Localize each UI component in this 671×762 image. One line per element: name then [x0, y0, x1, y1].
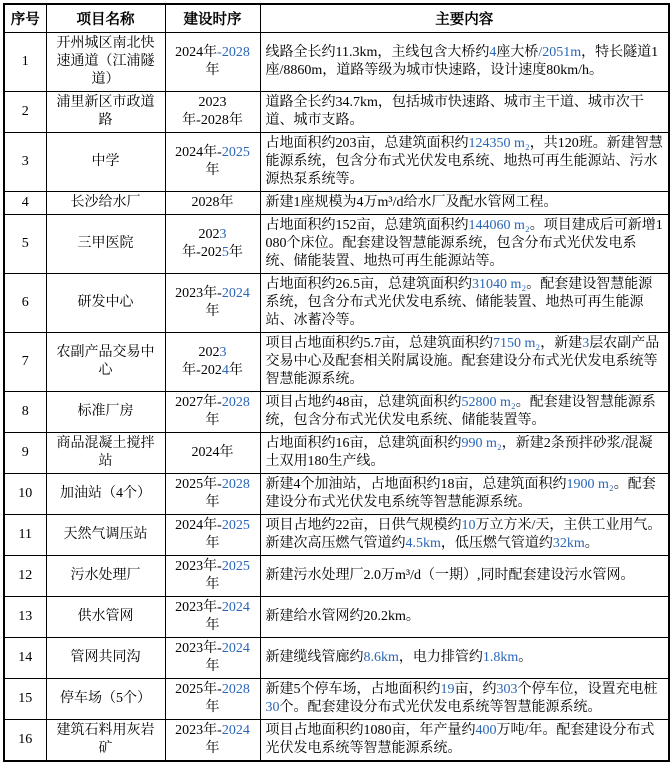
project-name-cell: 长沙给水厂: [46, 192, 165, 215]
main-content-cell: [260, 515, 669, 556]
project-table: [3, 3, 670, 762]
seq-cell: 4: [4, 192, 46, 215]
table-row: [4, 433, 669, 474]
table-header: [4, 4, 669, 33]
table-row: [4, 679, 669, 720]
text-run: 占地面积约203亩，总建筑面积约: [265, 136, 469, 151]
text-run: ，新建2条预拌砂浆/混凝土双用180生产线。: [265, 436, 653, 469]
seq-cell: 12: [4, 556, 46, 597]
header-construction-time: 建设时序: [165, 4, 260, 33]
project-name-cell: 浦里新区市政道路: [46, 92, 165, 133]
text-run: 年: [205, 618, 220, 633]
text-run: 年: [205, 700, 220, 715]
table-row: [4, 133, 669, 192]
construction-time-cell: [165, 392, 260, 433]
main-content-cell: [260, 192, 669, 215]
text-run: 年: [205, 304, 220, 319]
project-name-cell: 停车场（5个）: [46, 679, 165, 720]
revised-text: 1900 m₂: [566, 477, 614, 492]
project-name-cell: 商品混凝土搅拌站: [46, 433, 165, 474]
text-run: 202: [198, 227, 220, 242]
text-run: 202: [198, 345, 220, 360]
revised-text: 2025: [221, 559, 250, 574]
construction-time-cell: [165, 638, 260, 679]
main-content-cell: [260, 720, 669, 762]
table-row: [4, 556, 669, 597]
project-name-cell: 加油站（4个）: [46, 474, 165, 515]
text-run: ，特长隧道1座/8860m，道路等级为城市快速路，设计速度80km/h。: [265, 45, 659, 78]
revised-text: 30: [265, 700, 280, 715]
revised-text: 5: [221, 245, 229, 260]
table-row: [4, 215, 669, 274]
table-row: [4, 92, 669, 133]
revised-text: /2051m: [538, 45, 582, 60]
text-run: 2024年: [191, 445, 234, 460]
text-run: 个停车位，设置充电桩: [517, 682, 658, 697]
revised-text: 3: [582, 336, 590, 351]
revised-text: 2028: [221, 682, 250, 697]
revised-text: 10: [461, 518, 476, 533]
table-body: [4, 33, 669, 762]
text-run: 新建1座规模为4万m³/d给水厂及配水管网工程。: [265, 195, 558, 210]
text-run: 2023年-: [175, 723, 222, 738]
construction-time-cell: [165, 333, 260, 392]
main-content-cell: [260, 333, 669, 392]
table-row: [4, 274, 669, 333]
text-run: ，低压燃气管道约: [440, 536, 553, 551]
revised-text: 303: [496, 682, 518, 697]
text-run: 线路全长约11.3km，主线包含大桥约: [265, 45, 490, 60]
revised-text: 2025: [221, 145, 250, 160]
text-run: 2025年-: [175, 477, 222, 492]
main-content-cell: [260, 392, 669, 433]
text-run: 新建缆线管廊约: [265, 650, 364, 665]
text-run: 万立方米/天，主供工业用气。新建次高压燃气管道约: [265, 518, 662, 551]
text-run: 项目占地约22亩，日供气规模约: [265, 518, 462, 533]
text-run: 年: [205, 741, 220, 756]
text-run: 个。配套建设分布式光伏发电系统等智慧能源系统。: [279, 700, 602, 715]
table-row: [4, 33, 669, 92]
header-project-name: 项目名称: [46, 4, 165, 33]
text-run: 。配套建设智慧能源系统，包含分布式光伏发电系统、储能装置、地热可再生能源站、冰蓄冷等。: [265, 277, 653, 328]
text-run: 年: [205, 536, 220, 551]
text-run: 。: [584, 536, 599, 551]
seq-cell: 3: [4, 133, 46, 192]
text-run: 。: [518, 650, 533, 665]
main-content-cell: [260, 597, 669, 638]
text-run: 万吨/年。配套建设分布式光伏发电系统等智慧能源系统。: [265, 723, 655, 756]
revised-text: 52800 m₂: [461, 395, 516, 410]
text-run: 2024年-: [175, 518, 222, 533]
text-run: 2023年-: [175, 286, 222, 301]
revised-text: 32km: [552, 536, 585, 551]
text-run: ，共120班。新建智慧能源系统，包含分布式光伏发电系统、地热可再生能源站、污水源热泵系统等。: [265, 136, 663, 187]
text-run: 项目占地面积约1080亩，年产量约: [265, 723, 476, 738]
project-name-cell: 开州城区南北快速通道（江浦隧道）: [46, 33, 165, 92]
main-content-cell: [260, 679, 669, 720]
revised-text: 124350 m₂: [468, 136, 530, 151]
construction-time-cell: [165, 92, 260, 133]
text-run: 新建污水处理厂2.0万m³/d（一期）,同时配套建设污水管网。: [265, 568, 635, 583]
construction-time-cell: [165, 274, 260, 333]
seq-cell: 8: [4, 392, 46, 433]
text-run: 新建给水管网约20.2km。: [265, 609, 420, 624]
main-content-cell: [260, 274, 669, 333]
main-content-cell: [260, 215, 669, 274]
text-run: 2024年-: [175, 145, 222, 160]
text-run: 2023年-: [175, 600, 222, 615]
seq-cell: 5: [4, 215, 46, 274]
revised-text: 8.6km: [363, 650, 399, 665]
text-run: 占地面积约26.5亩，总建筑面积约: [265, 277, 472, 292]
construction-time-cell: [165, 515, 260, 556]
seq-cell: 7: [4, 333, 46, 392]
revised-text: 19: [440, 682, 455, 697]
text-run: 年: [205, 659, 220, 674]
main-content-cell: [260, 433, 669, 474]
revised-text: 2024: [221, 286, 250, 301]
construction-time-cell: [165, 433, 260, 474]
main-content-cell: [260, 33, 669, 92]
main-content-cell: [260, 92, 669, 133]
header-row: [4, 4, 669, 33]
construction-time-cell: [165, 215, 260, 274]
table-row: [4, 333, 669, 392]
text-run: 年: [205, 163, 220, 178]
construction-time-cell: [165, 474, 260, 515]
revised-text: 144060 m₂: [468, 218, 530, 233]
seq-cell: 16: [4, 720, 46, 762]
text-run: 亩，约: [454, 682, 497, 697]
revised-text: 2025: [221, 518, 250, 533]
revised-text: 2024: [221, 600, 250, 615]
construction-time-cell: [165, 679, 260, 720]
revised-text: 990 m₂: [461, 436, 502, 451]
seq-cell: 13: [4, 597, 46, 638]
revised-text: 2024: [221, 723, 250, 738]
text-run: 新建4个加油站，占地面积约18亩，总建筑面积约: [265, 477, 567, 492]
project-name-cell: 三甲医院: [46, 215, 165, 274]
project-name-cell: 标准厂房: [46, 392, 165, 433]
text-run: 2023: [198, 95, 227, 110]
text-run: 年: [205, 495, 220, 510]
construction-time-cell: [165, 133, 260, 192]
revised-text: 31040 m₂: [472, 277, 527, 292]
seq-cell: 10: [4, 474, 46, 515]
revised-text: 2028: [221, 395, 250, 410]
text-run: 年-2028年: [182, 113, 243, 128]
project-name-cell: 天然气调压站: [46, 515, 165, 556]
table-row: [4, 392, 669, 433]
header-seq: 序号: [4, 4, 46, 33]
main-content-cell: [260, 133, 669, 192]
revised-text: 7150 m₂: [493, 336, 541, 351]
text-run: 年: [205, 413, 220, 428]
text-run: 座大桥: [496, 45, 539, 60]
project-name-cell: 农副产品交易中心: [46, 333, 165, 392]
project-name-cell: 中学: [46, 133, 165, 192]
table-row: [4, 720, 669, 762]
revised-text: 4: [489, 45, 497, 60]
project-name-cell: 研发中心: [46, 274, 165, 333]
text-run: 。配套建设分布式光伏发电系统等智慧能源系统。: [265, 477, 656, 510]
project-name-cell: 管网共同沟: [46, 638, 165, 679]
main-content-cell: [260, 638, 669, 679]
seq-cell: 11: [4, 515, 46, 556]
text-run: 2028年: [191, 195, 234, 210]
construction-time-cell: [165, 597, 260, 638]
revised-text: 2024: [221, 641, 250, 656]
revised-text: -2028: [217, 45, 250, 60]
revised-text: 4.5km: [405, 536, 441, 551]
text-run: 道路全长约34.7km，包括城市快速路、城市主干道、城市次干道、城市支路。: [265, 95, 644, 128]
table-row: [4, 474, 669, 515]
text-run: 年: [205, 63, 220, 78]
revised-text: 400: [475, 723, 497, 738]
text-run: ，新建: [540, 336, 583, 351]
text-run: 。项目建成后可新增1080个床位。配套建设智慧能源系统，包含分布式光伏发电系统、储能装置、地热可再生能源站等。: [265, 218, 663, 269]
main-content-cell: [260, 556, 669, 597]
text-run: 2024年: [175, 45, 218, 60]
table-row: [4, 597, 669, 638]
text-run: 层农副产品交易中心及配套相关附属设施。配套建设分布式光伏发电系统等智慧能源系统。: [265, 336, 660, 387]
text-run: 年: [228, 363, 243, 378]
text-run: 占地面积约152亩，总建筑面积约: [265, 218, 469, 233]
text-run: 新建5个停车场，占地面积约: [265, 682, 441, 697]
text-run: 2023年-: [175, 559, 222, 574]
revised-text: 3: [219, 227, 227, 242]
seq-cell: 9: [4, 433, 46, 474]
table-row: [4, 515, 669, 556]
text-run: 年-202: [182, 363, 222, 378]
header-main-content: 主要内容: [260, 4, 669, 33]
text-run: 2025年-: [175, 682, 222, 697]
revised-text: 4: [221, 363, 229, 378]
revised-text: 2028: [221, 477, 250, 492]
text-run: 项目占地面积约5.7亩，总建筑面积约: [265, 336, 493, 351]
main-content-cell: [260, 474, 669, 515]
text-run: 年-202: [182, 245, 222, 260]
text-run: 占地面积约16亩，总建筑面积约: [265, 436, 462, 451]
text-run: 年: [205, 577, 220, 592]
project-name-cell: 建筑石料用灰岩矿: [46, 720, 165, 762]
project-name-cell: 污水处理厂: [46, 556, 165, 597]
seq-cell: 2: [4, 92, 46, 133]
text-run: 2027年-: [175, 395, 222, 410]
revised-text: 3: [219, 345, 227, 360]
seq-cell: 6: [4, 274, 46, 333]
seq-cell: 1: [4, 33, 46, 92]
table-row: [4, 638, 669, 679]
construction-time-cell: [165, 33, 260, 92]
seq-cell: 15: [4, 679, 46, 720]
text-run: 年: [228, 245, 243, 260]
text-run: 项目占地约48亩，总建筑面积约: [265, 395, 462, 410]
seq-cell: 14: [4, 638, 46, 679]
project-name-cell: 供水管网: [46, 597, 165, 638]
revised-text: 1.8km: [482, 650, 519, 665]
table-row: [4, 192, 669, 215]
text-run: ，电力排管约: [398, 650, 483, 665]
text-run: 2023年-: [175, 641, 222, 656]
construction-time-cell: [165, 556, 260, 597]
construction-time-cell: [165, 720, 260, 762]
text-run: 。配套建设智慧能源系统，包含分布式光伏发电系统、储能装置等。: [265, 395, 656, 428]
construction-time-cell: [165, 192, 260, 215]
